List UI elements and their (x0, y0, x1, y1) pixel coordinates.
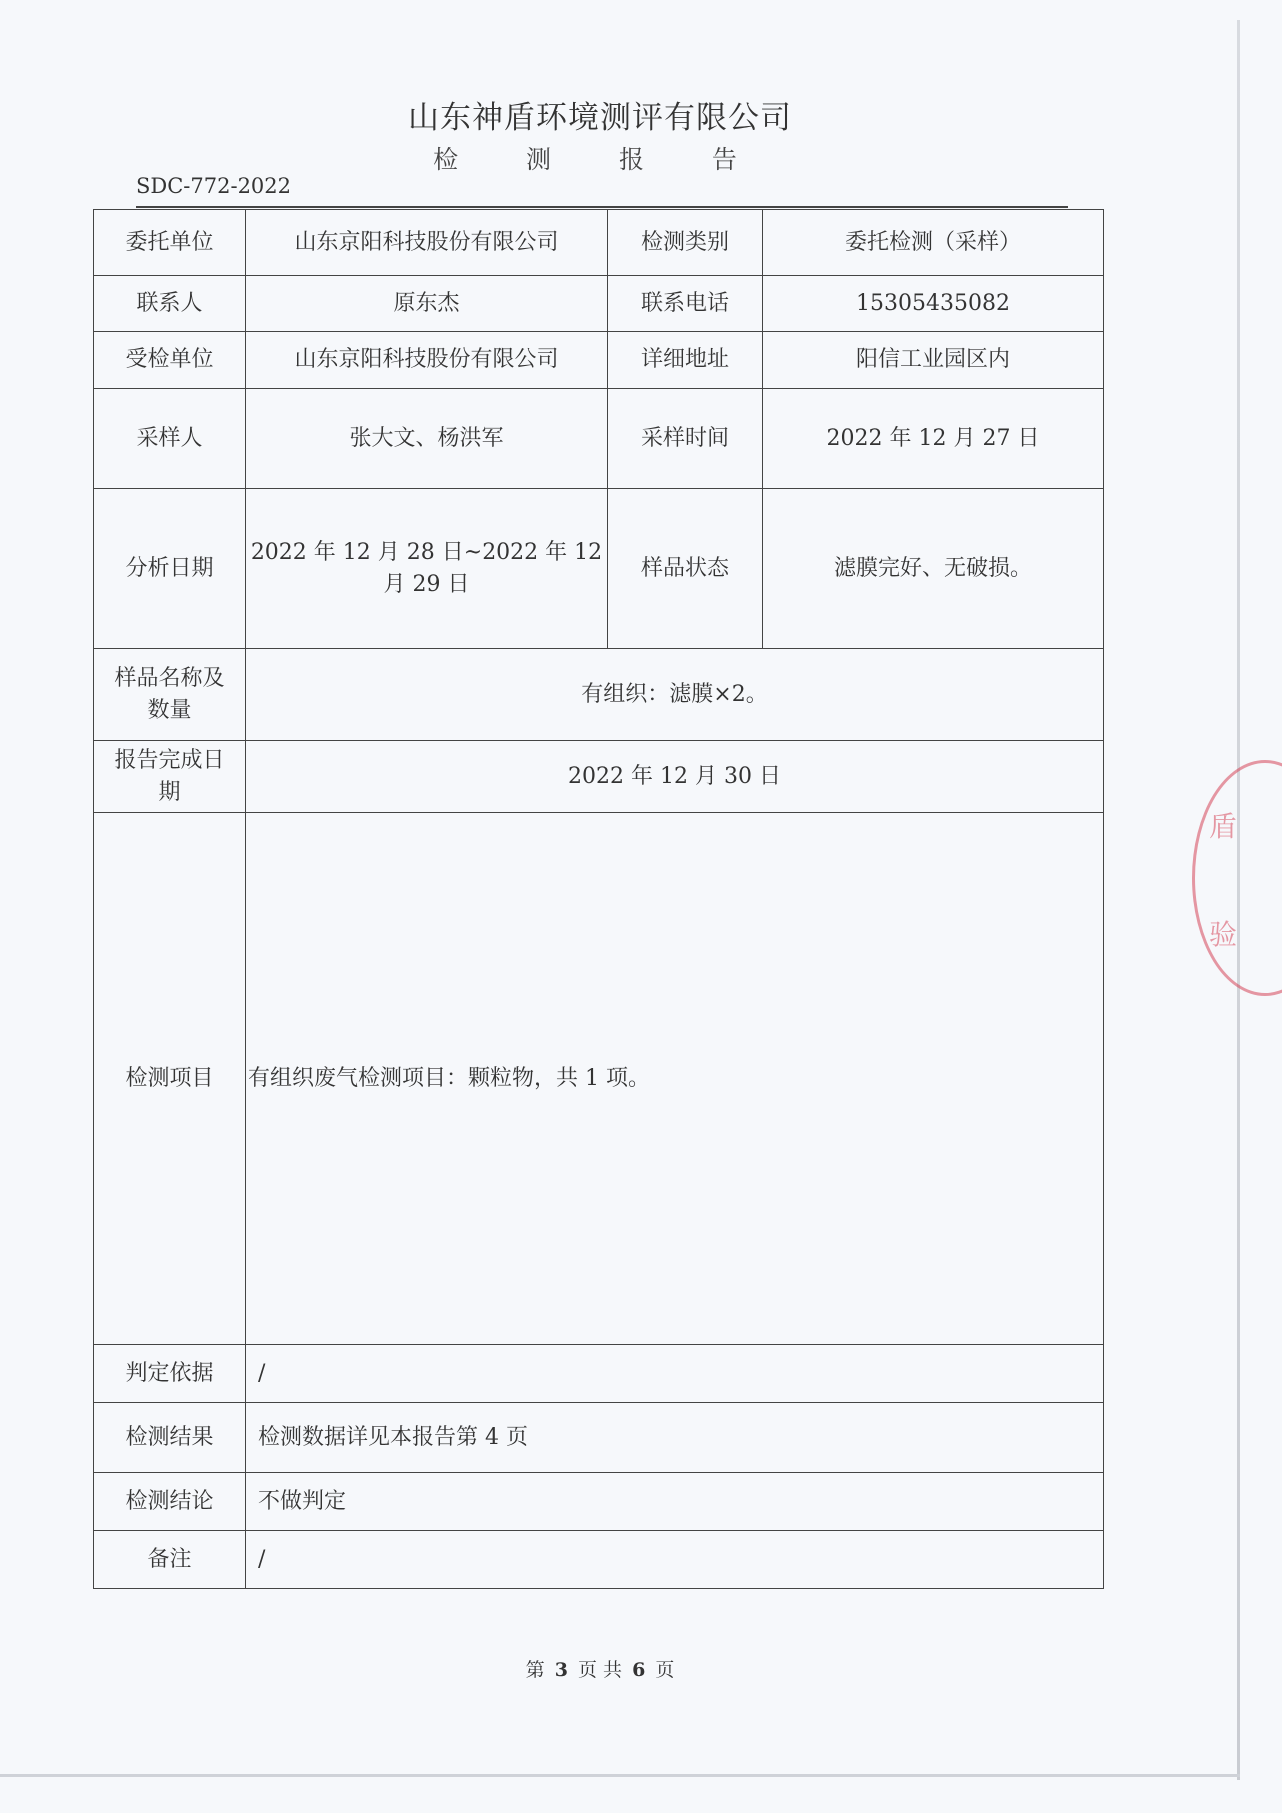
footer-total-pages: 6 (632, 1659, 646, 1681)
header-rule (136, 206, 1068, 208)
remark-label: 备注 (94, 1531, 246, 1589)
client-value: 山东京阳科技股份有限公司 (246, 210, 608, 276)
company-name: 山东神盾环境测评有限公司 (408, 100, 792, 136)
page-footer (0, 1655, 1200, 1682)
company-seal-stamp (1192, 760, 1282, 996)
table-row (94, 389, 1104, 489)
result-value: 检测数据详见本报告第 4 页 (246, 1403, 1104, 1473)
sampler-label: 采样人 (94, 389, 246, 489)
basis-label: 判定依据 (94, 1345, 246, 1403)
phone-value: 15305435082 (763, 276, 1104, 332)
table-row (94, 649, 1104, 741)
report-table (93, 209, 1104, 1589)
sample-state-label: 样品状态 (608, 489, 763, 649)
table-row (94, 741, 1104, 813)
report-date-value: 2022 年 12 月 30 日 (246, 741, 1104, 813)
basis-value: / (246, 1345, 1104, 1403)
seal-text: 验 (1209, 918, 1238, 951)
contact-value: 原东杰 (246, 276, 608, 332)
table-row (94, 1473, 1104, 1531)
seal-text: 盾 (1209, 810, 1238, 843)
result-label: 检测结果 (94, 1403, 246, 1473)
inspected-unit-value: 山东京阳科技股份有限公司 (246, 332, 608, 389)
test-items-label: 检测项目 (94, 813, 246, 1345)
report-date-label: 报告完成日期 (94, 741, 246, 813)
footer-page-number: 3 (554, 1659, 568, 1681)
test-type-value: 委托检测（采样） (763, 210, 1104, 276)
table-row (94, 813, 1104, 1345)
sample-name-label: 样品名称及数量 (94, 649, 246, 741)
analysis-date-value: 2022 年 12 月 28 日~2022 年 12 月 29 日 (246, 489, 608, 649)
address-label: 详细地址 (608, 332, 763, 389)
footer-prefix: 第 (525, 1659, 545, 1681)
phone-label: 联系电话 (608, 276, 763, 332)
sampling-time-value: 2022 年 12 月 27 日 (763, 389, 1104, 489)
sample-name-value: 有组织：滤膜×2。 (246, 649, 1104, 741)
report-number: SDC-772-2022 (136, 174, 292, 198)
footer-middle: 页 共 (577, 1659, 623, 1681)
table-row (94, 1345, 1104, 1403)
analysis-date-label: 分析日期 (94, 489, 246, 649)
table-row (94, 1403, 1104, 1473)
client-label: 委托单位 (94, 210, 246, 276)
table-row (94, 1531, 1104, 1589)
conclusion-label: 检测结论 (94, 1473, 246, 1531)
test-items-value: 有组织废气检测项目：颗粒物，共 1 项。 (246, 813, 1104, 1345)
test-type-label: 检测类别 (608, 210, 763, 276)
sample-state-value: 滤膜完好、无破损。 (763, 489, 1104, 649)
table-row (94, 276, 1104, 332)
footer-suffix: 页 (655, 1659, 675, 1681)
address-value: 阳信工业园区内 (763, 332, 1104, 389)
table-row (94, 332, 1104, 389)
conclusion-value: 不做判定 (246, 1473, 1104, 1531)
table-row (94, 210, 1104, 276)
sampler-value: 张大文、杨洪军 (246, 389, 608, 489)
inspected-unit-label: 受检单位 (94, 332, 246, 389)
table-row (94, 489, 1104, 649)
contact-label: 联系人 (94, 276, 246, 332)
report-title: 检 测 报 告 (433, 145, 767, 174)
sampling-time-label: 采样时间 (608, 389, 763, 489)
remark-value: / (246, 1531, 1104, 1589)
page-bottom-edge (0, 1774, 1240, 1777)
